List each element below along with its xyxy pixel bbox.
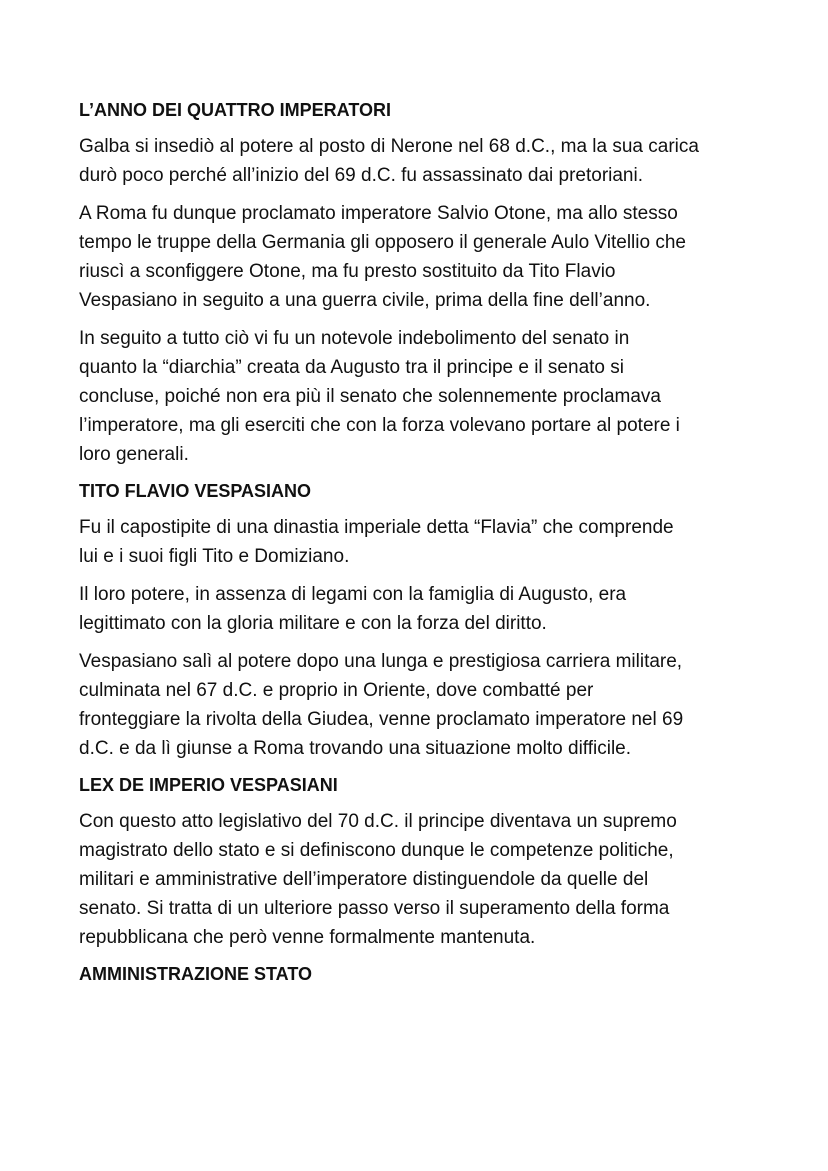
section-heading: TITO FLAVIO VESPASIANO bbox=[79, 481, 312, 501]
text-line: tempo le truppe della Germania gli opposero il generale Aulo Vitellio che bbox=[79, 232, 686, 253]
text-line: culminata nel 67 d.C. e proprio in Oriente, dove combatté per bbox=[79, 680, 594, 701]
paragraph bbox=[79, 580, 755, 638]
text-line: Con questo atto legislativo del 70 d.C. il principe diventava un supremo bbox=[79, 811, 677, 832]
text-line: Vespasiano salì al potere dopo una lunga e prestigiosa carriera militare, bbox=[79, 651, 683, 672]
section-heading: AMMINISTRAZIONE STATO bbox=[79, 964, 312, 984]
section-amministrazione-stato bbox=[79, 960, 755, 989]
section-anno-quattro-imperatori bbox=[79, 96, 755, 469]
text-line: senato. Si tratta di un ulteriore passo verso il superamento della forma bbox=[79, 898, 670, 919]
text-line: In seguito a tutto ciò vi fu un notevole indebolimento del senato in bbox=[79, 328, 630, 349]
paragraph bbox=[79, 132, 755, 190]
text-line: durò poco perché all’inizio del 69 d.C. fu assassinato dai pretoriani. bbox=[79, 165, 643, 186]
text-line: loro generali. bbox=[79, 444, 189, 465]
paragraph bbox=[79, 199, 755, 315]
text-line: militari e amministrative dell’imperatore distinguendole da quelle del bbox=[79, 869, 649, 890]
document-page bbox=[79, 96, 755, 996]
text-line: fronteggiare la rivolta della Giudea, venne proclamato imperatore nel 69 bbox=[79, 709, 684, 730]
section-heading: L’ANNO DEI QUATTRO IMPERATORI bbox=[79, 100, 392, 120]
paragraph bbox=[79, 647, 755, 763]
text-line: riuscì a sconfiggere Otone, ma fu presto sostituito da Tito Flavio bbox=[79, 261, 616, 282]
text-line: d.C. e da lì giunse a Roma trovando una situazione molto difficile. bbox=[79, 738, 632, 759]
text-line: quanto la “diarchia” creata da Augusto tra il principe e il senato si bbox=[79, 357, 624, 378]
section-lex-de-imperio-vespasiani bbox=[79, 771, 755, 952]
paragraph bbox=[79, 513, 755, 571]
text-line: Fu il capostipite di una dinastia imperiale detta “Flavia” che comprende bbox=[79, 517, 674, 538]
text-line: concluse, poiché non era più il senato che solennemente proclamava bbox=[79, 386, 661, 407]
text-line: lui e i suoi figli Tito e Domiziano. bbox=[79, 546, 350, 567]
text-line: magistrato dello stato e si definiscono dunque le competenze politiche, bbox=[79, 840, 674, 861]
paragraph bbox=[79, 324, 755, 469]
text-line: Galba si insediò al potere al posto di Nerone nel 68 d.C., ma la sua carica bbox=[79, 136, 699, 157]
text-line: A Roma fu dunque proclamato imperatore Salvio Otone, ma allo stesso bbox=[79, 203, 678, 224]
section-tito-flavio-vespasiano bbox=[79, 477, 755, 763]
text-line: l’imperatore, ma gli eserciti che con la forza volevano portare al potere i bbox=[79, 415, 680, 436]
section-heading: LEX DE IMPERIO VESPASIANI bbox=[79, 775, 338, 795]
paragraph bbox=[79, 807, 755, 952]
text-line: repubblicana che però venne formalmente mantenuta. bbox=[79, 927, 536, 948]
text-line: legittimato con la gloria militare e con la forza del diritto. bbox=[79, 613, 547, 634]
text-line: Il loro potere, in assenza di legami con la famiglia di Augusto, era bbox=[79, 584, 627, 605]
text-line: Vespasiano in seguito a una guerra civile, prima della fine dell’anno. bbox=[79, 290, 651, 311]
